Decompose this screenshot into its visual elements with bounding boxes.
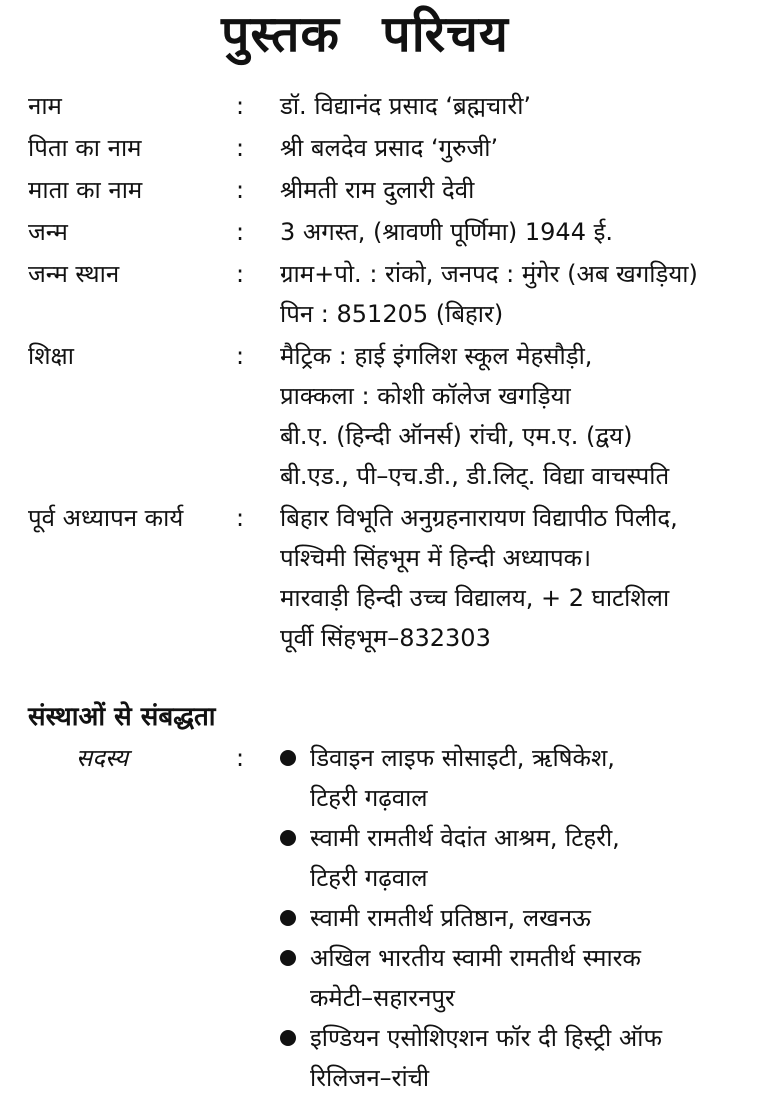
list-item-line: स्वामी रामतीर्थ वेदांत आश्रम, टिहरी, [310,824,620,852]
value-line: श्री बलदेव प्रसाद ‘गुरुजी’ [280,134,499,162]
bullet-icon [280,950,296,966]
value-line: बिहार विभूति अनुग्रहनारायण विद्यापीठ पिलीद, [280,504,678,532]
member-label: सदस्य [76,744,129,772]
title-word-2: परिचय [382,5,509,63]
value-line: मारवाड़ी हिन्दी उच्च विद्यालय, + 2 घाटशिला [280,584,670,612]
list-item-line: कमेटी–सहारनपुर [310,984,455,1012]
field-label: जन्म स्थान [28,260,120,288]
field-value [280,498,770,658]
field-value [280,336,770,496]
bullet-icon [280,1030,296,1046]
value-line: श्रीमती राम दुलारी देवी [280,176,475,204]
list-item-line: रिलिजन–रांची [310,1064,430,1092]
value-line: पिन : 851205 (बिहार) [280,300,504,328]
title-word-1: पुस्तक [221,5,340,63]
list-item [280,938,770,1018]
field-label: पिता का नाम [28,134,142,162]
affiliations-heading: संस्थाओं से संबद्धता [28,702,216,732]
bullet-icon [280,830,296,846]
field-colon: : [236,92,245,120]
value-line: ग्राम+पो. : रांको, जनपद : मुंगेर (अब खगड़िया) [280,260,698,288]
list-item-line: स्वामी रामतीर्थ प्रतिष्ठान, लखनऊ [310,904,591,932]
value-line: बी.एड., पी–एच.डी., डी.लिट्. विद्या वाचस्पति [280,462,670,490]
value-line: डॉ. विद्यानंद प्रसाद ‘ब्रह्मचारी’ [280,92,532,120]
field-value [280,86,770,126]
field-label: पूर्व अध्यापन कार्य [28,504,184,532]
field-label: नाम [28,92,62,120]
value-line: पश्चिमी सिंहभूम में हिन्दी अध्यापक। [280,544,592,572]
field-label: माता का नाम [28,176,143,204]
field-colon: : [236,260,245,288]
list-item [280,818,770,898]
field-colon: : [236,218,245,246]
field-label: शिक्षा [28,342,74,370]
field-colon: : [236,134,245,162]
field-value [280,254,770,334]
member-list [280,738,770,1098]
field-label: जन्म [28,218,68,246]
list-item-line: डिवाइन लाइफ सोसाइटी, ऋषिकेश, [310,744,615,772]
field-colon: : [236,504,245,532]
value-line: 3 अगस्त, (श्रावणी पूर्णिमा) 1944 ई. [280,218,614,246]
list-item-line: अखिल भारतीय स्वामी रामतीर्थ स्मारक [310,944,641,972]
field-value [280,212,770,252]
page-title [0,2,730,66]
value-line: पूर्वी सिंहभूम–832303 [280,624,491,652]
list-item [280,1018,770,1098]
bullet-icon [280,910,296,926]
field-value [280,128,770,168]
field-colon: : [236,176,245,204]
list-item-line: टिहरी गढ़वाल [310,864,428,892]
list-item-line: टिहरी गढ़वाल [310,784,428,812]
list-item [280,738,770,818]
field-value [280,170,770,210]
list-item [280,898,770,938]
value-line: मैट्रिक : हाई इंगलिश स्कूल मेहसौड़ी, [280,342,593,370]
list-item-line: इण्डियन एसोशिएशन फॉर दी हिस्ट्री ऑफ [310,1024,662,1052]
field-colon: : [236,342,245,370]
bullet-icon [280,750,296,766]
value-line: प्राक्कला : कोशी कॉलेज खगड़िया [280,382,571,410]
member-colon: : [236,744,245,772]
value-line: बी.ए. (हिन्दी ऑनर्स) रांची, एम.ए. (द्वय) [280,422,633,450]
